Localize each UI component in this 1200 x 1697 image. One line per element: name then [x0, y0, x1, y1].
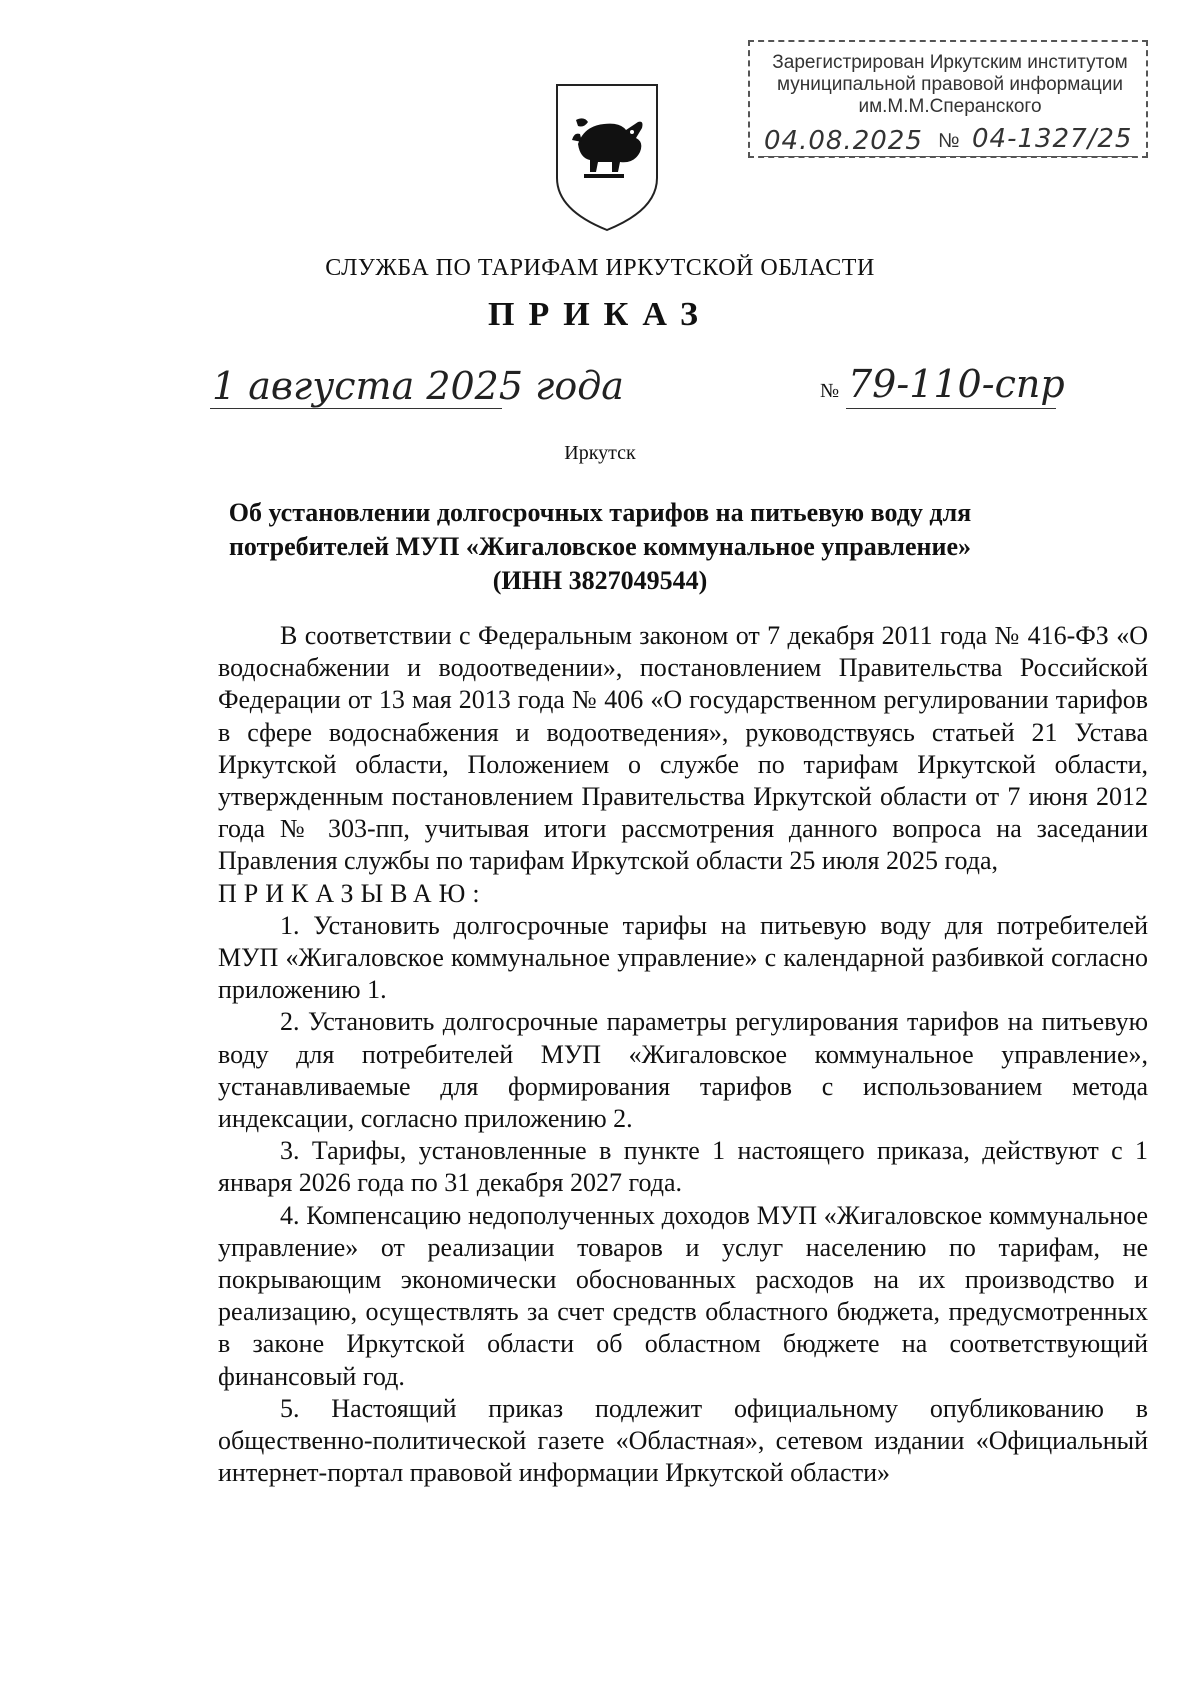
- irkutsk-coat-of-arms-icon: [554, 82, 660, 234]
- number-underline: [846, 408, 1056, 409]
- heading-line-1: Об установлении долгосрочных тарифов на питьевую воду для: [228, 498, 972, 527]
- order-date: 1 августа 2025 года: [212, 364, 624, 408]
- preamble: В соответствии с Федеральным законом от 7 декабря 2011 года № 416-ФЗ «О водоснабжении и водоотведении», постановлением Правительства Российской Федерации от 13 мая 2013 года № 406 «О государственном регулировании тарифов в сфере водоснабжения и водоотведения», руководствуясь статьей 21 Устава Иркутской области, Положением о службе по тарифам Иркутской области, утвержденным постановлением Правительства Иркутской области от 7 июня 2012 года № 303-пп, учитывая итоги рассмотрения данного вопроса на заседании Правления службы по тарифам Иркутской области 25 июля 2025 года,: [218, 621, 1148, 876]
- stamp-number-label: №: [938, 130, 960, 152]
- stamp-date: 04.08.2025: [764, 126, 923, 156]
- city: Иркутск: [564, 442, 636, 464]
- heading-line-3: (ИНН 3827049544): [492, 566, 708, 595]
- clause-4: 4. Компенсацию недополученных доходов МУП «Жигаловское коммунальное управление» от реализации товаров и услуг населению по тарифам, не покрывающим экономически обоснованных расходов на их производство и реализацию, осуществлять за счет средств областного бюджета, предусмотренных в законе Иркутской области об областном бюджете на соответствующий финансовый год.: [218, 1200, 1148, 1391]
- clause-2: 2. Установить долгосрочные параметры регулирования тарифов на питьевую воду для потребителей МУП «Жигаловское коммунальное управление», устанавливаемые для формирования тарифов с использованием метода индексации, согласно приложению 2.: [218, 1007, 1148, 1134]
- date-underline: [210, 408, 502, 409]
- order-number: 79-110-спр: [848, 362, 1065, 406]
- stamp-underline: [760, 156, 1136, 157]
- order-heading: [140, 496, 1060, 598]
- agency-name: СЛУЖБА ПО ТАРИФАМ ИРКУТСКОЙ ОБЛАСТИ: [325, 255, 875, 281]
- stamp-line-1: Зарегистрирован Иркутским институтом: [772, 52, 1128, 73]
- document-type: ПРИКАЗ: [488, 296, 712, 333]
- heading-line-2: потребителей МУП «Жигаловское коммунальное управление»: [228, 532, 972, 561]
- clause-1: 1. Установить долгосрочные тарифы на питьевую воду для потребителей МУП «Жигаловское коммунальное управление» с календарной разбивкой согласно приложению 1.: [218, 910, 1148, 1005]
- order-number-label: №: [820, 380, 840, 402]
- clause-5: 5. Настоящий приказ подлежит официальному опубликованию в общественно-политической газете «Областная», сетевом издании «Официальный интернет-портал правовой информации Иркутской области»: [218, 1393, 1148, 1488]
- stamp-number: 04-1327/25: [972, 124, 1133, 154]
- stamp-line-3: им.М.М.Сперанского: [858, 96, 1042, 117]
- stamp-line-2: муниципальной правовой информации: [777, 74, 1123, 95]
- order-body: [218, 620, 1148, 1489]
- registration-stamp: [748, 40, 1148, 158]
- order-word: ПРИКАЗЫВАЮ:: [218, 878, 487, 908]
- clause-3: 3. Тарифы, установленные в пункте 1 настоящего приказа, действуют с 1 января 2026 года по 31 декабря 2027 года.: [218, 1136, 1148, 1198]
